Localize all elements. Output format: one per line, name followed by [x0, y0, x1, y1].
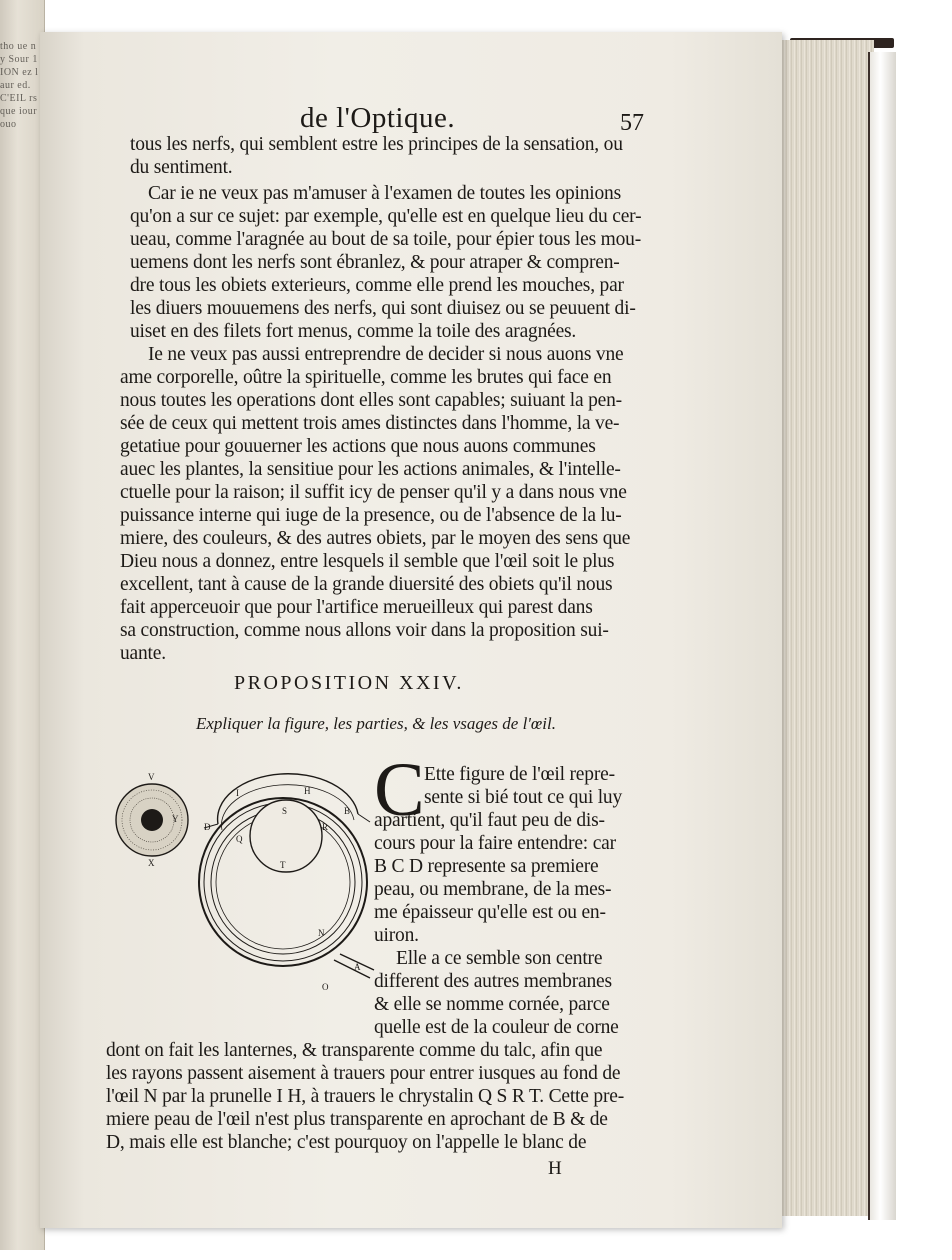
eye-figure: [108, 764, 378, 1004]
closing-line: dont on fait les lanternes, & transparente comme du talc, afin que: [106, 1040, 603, 1061]
paragraph-2-line: uiset en des filets fort menus, comme la toile des aragnées.: [130, 321, 577, 342]
left-facing-page: [0, 0, 45, 1250]
page-block-edges: [778, 40, 874, 1216]
figure-label: N: [318, 928, 325, 938]
left-page-margin-text: tho ue ny Sour 1 ION ez laur ed. C'EIL rs que iour ouo: [0, 41, 39, 130]
closing-line: les rayons passent aisement à trauers pour entrer iusques au fond de: [106, 1063, 621, 1084]
paragraph-3-line: miere, des couleurs, & des autres obiets, par le moyen des sens que: [120, 528, 631, 549]
column-line: Ette figure de l'œil repre-: [424, 764, 615, 785]
column-line: uiron.: [374, 925, 419, 946]
paragraph-1-line: tous les nerfs, qui semblent estre les principes de la sensation, ou: [130, 134, 623, 155]
running-title: de l'Optique.: [300, 102, 456, 134]
column-line: Elle a ce semble son centre: [396, 948, 603, 969]
paragraph-3-line: sée de ceux qui mettent trois ames distinctes dans l'homme, la ve-: [120, 413, 620, 434]
paragraph-3-line: sa construction, comme nous allons voir dans la proposition sui-: [120, 620, 609, 641]
page-number: 57: [620, 110, 644, 136]
paragraph-3-line: getatiue pour gouuerner les actions que nous auons communes: [120, 436, 596, 457]
paragraph-2-line: Car ie ne veux pas m'amuser à l'examen de toutes les opinions: [148, 183, 621, 204]
figure-label: R: [322, 822, 329, 832]
figure-label: T: [280, 860, 286, 870]
paragraph-3-line: ame corporelle, oûtre la spirituelle, comme les brutes qui face en: [120, 367, 612, 388]
figure-label: V: [148, 772, 155, 782]
closing-line: miere peau de l'œil n'est plus transparente en aprochant de B & de: [106, 1109, 608, 1130]
book-back-cover: [868, 52, 896, 1220]
paragraph-3-line: nous toutes les operations dont elles sont capables; suiuant la pen-: [120, 390, 622, 411]
figure-label: B: [344, 806, 351, 816]
figure-label: Y: [172, 814, 179, 824]
column-line: sente si bié tout ce qui luy: [424, 787, 623, 808]
proposition-heading: PROPOSITION XXIV.: [234, 672, 464, 694]
column-line: cours pour la faire entendre: car: [374, 833, 616, 854]
figure-label: D: [204, 822, 211, 832]
figure-label: X: [148, 858, 155, 868]
column-line: & elle se nomme cornée, parce: [374, 994, 610, 1015]
paragraph-3-line: fait apperceuoir que pour l'artifice merueilleux qui parest dans: [120, 597, 593, 618]
paragraph-1-line: du sentiment.: [130, 157, 233, 178]
catchword: H: [548, 1158, 562, 1179]
paragraph-3-line: ctuelle pour la raison; il suffit icy de penser qu'il y a dans nous vne: [120, 482, 627, 503]
figure-label: S: [282, 806, 288, 816]
paragraph-2-line: les diuers mouuemens des nerfs, qui sont diuisez ou se peuuent di-: [130, 298, 636, 319]
paragraph-2-line: uemens dont les nerfs sont ébranlez, & pour atraper & compren-: [130, 252, 620, 273]
figure-label: A: [354, 962, 361, 972]
paragraph-3-line: uante.: [120, 643, 166, 664]
column-line: quelle est de la couleur de corne: [374, 1017, 619, 1038]
closing-line: l'œil N par la prunelle I H, à trauers le chrystalin Q S R T. Cette pre-: [106, 1086, 624, 1107]
paragraph-3-line: puissance interne qui iuge de la presence, ou de l'absence de la lu-: [120, 505, 622, 526]
column-line: me épaisseur qu'elle est ou en-: [374, 902, 606, 923]
large-eye-diagram: [199, 774, 374, 992]
proposition-subheading: Expliquer la figure, les parties, & les vsages de l'œil.: [196, 714, 556, 733]
figure-label: I: [236, 788, 239, 798]
paragraph-2-line: dre tous les obiets exterieurs, comme elle prend les mouches, par: [130, 275, 624, 296]
paragraph-3-line: Ie ne veux pas aussi entreprendre de decider si nous auons vne: [148, 344, 624, 365]
column-line: B C D represente sa premiere: [374, 856, 599, 877]
paragraph-3-line: Dieu nous a donnez, entre lesquels il semble que l'œil soit le plus: [120, 551, 615, 572]
small-eye-diagram: [116, 772, 188, 868]
figure-label: H: [304, 786, 311, 796]
column-line: peau, ou membrane, de la mes-: [374, 879, 612, 900]
column-line: apartient, qu'il faut peu de dis-: [374, 810, 605, 831]
figure-label: Q: [236, 834, 243, 844]
closing-line: D, mais elle est blanche; c'est pourquoy on l'appelle le blanc de: [106, 1132, 587, 1153]
paragraph-2-line: ueau, comme l'aragnée au bout de sa toile, pour épier tous les mou-: [130, 229, 642, 250]
paragraph-2-line: qu'on a sur ce sujet: par exemple, qu'elle est en quelque lieu du cer-: [130, 206, 642, 227]
figure-label: O: [322, 982, 329, 992]
drop-cap: C: [374, 748, 425, 832]
paragraph-3-line: auec les plantes, la sensitiue pour les actions animales, & l'intelle-: [120, 459, 621, 480]
column-line: different des autres membranes: [374, 971, 612, 992]
paragraph-3-line: excellent, tant à cause de la grande diuersité des obiets qu'il nous: [120, 574, 613, 595]
